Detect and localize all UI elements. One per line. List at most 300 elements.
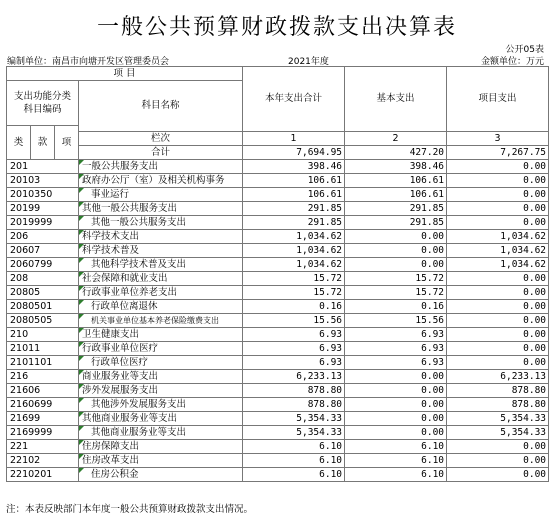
row-total-text: 1,034.62	[296, 244, 343, 256]
row-basic-text: 6.10	[421, 468, 445, 480]
row-project	[447, 398, 549, 412]
row-subject-name	[79, 202, 243, 216]
row-code	[7, 216, 79, 230]
row-code	[7, 342, 79, 356]
row-project	[447, 384, 549, 398]
row-project	[447, 230, 549, 244]
header-total: 本年支出合计	[243, 67, 345, 132]
row-basic-text: 6.93	[421, 356, 445, 368]
row-code-text: 2019999	[10, 216, 53, 228]
table-row	[7, 412, 549, 426]
row-code	[7, 370, 79, 384]
cell-marker-icon	[79, 426, 84, 431]
header-project: 项目支出	[447, 67, 549, 132]
table-row	[7, 398, 549, 412]
row-subject-name	[79, 230, 243, 244]
row-basic-text: 0.00	[421, 412, 445, 424]
row-total	[243, 454, 345, 468]
row-project-text: 0.00	[523, 300, 547, 312]
row-basic	[345, 188, 447, 202]
row-subject-name	[79, 300, 243, 314]
row-code-text: 2060799	[10, 258, 53, 270]
footnote: 注：本表反映部门本年度一般公共预算财政拨款支出情况。	[6, 504, 254, 515]
row-basic-text: 106.61	[409, 188, 445, 200]
row-project	[447, 174, 549, 188]
row-project-text: 5,354.33	[500, 426, 547, 438]
row-subject-name-text: 行政单位医疗	[91, 356, 149, 368]
row-subject-name-text: 行政事业单位养老支出	[82, 286, 178, 298]
total-basic: 427.20	[345, 146, 447, 160]
row-basic	[345, 174, 447, 188]
row-basic-text: 0.00	[421, 258, 445, 270]
cell-marker-icon	[79, 468, 84, 473]
header-col-no-3: 3	[447, 132, 549, 146]
row-code	[7, 230, 79, 244]
row-total	[243, 230, 345, 244]
row-total	[243, 384, 345, 398]
row-total	[243, 328, 345, 342]
row-total	[243, 398, 345, 412]
row-subject-name-text: 机关事业单位基本养老保险缴费支出	[91, 315, 219, 325]
row-total-text: 1,034.62	[296, 230, 343, 242]
row-basic-text: 398.46	[409, 160, 445, 172]
row-code	[7, 384, 79, 398]
cell-marker-icon	[79, 230, 84, 235]
row-code-text: 2101101	[10, 356, 53, 368]
row-code	[7, 426, 79, 440]
table-row	[7, 286, 549, 300]
row-total-text: 15.72	[313, 272, 343, 284]
row-subject-name	[79, 454, 243, 468]
table-row	[7, 160, 549, 174]
row-code-text: 20607	[10, 244, 41, 256]
row-total-text: 1,034.62	[296, 258, 343, 270]
row-subject-name	[79, 440, 243, 454]
row-basic-text: 0.00	[421, 230, 445, 242]
table-row	[7, 426, 549, 440]
cell-marker-icon	[79, 188, 84, 193]
row-total	[243, 426, 345, 440]
row-project-text: 1,034.62	[500, 244, 547, 256]
row-basic	[345, 440, 447, 454]
row-code-text: 22102	[10, 454, 41, 466]
row-basic-text: 0.00	[421, 384, 445, 396]
row-project-text: 878.80	[511, 398, 547, 410]
header-code-group: 支出功能分类科目编码	[7, 81, 79, 126]
cell-marker-icon	[79, 342, 84, 347]
row-total	[243, 314, 345, 328]
row-basic-text: 6.93	[421, 328, 445, 340]
money-unit: 金额单位：万元	[480, 57, 544, 67]
row-subject-name-text: 政府办公厅（室）及相关机构事务	[82, 174, 225, 186]
row-total	[243, 342, 345, 356]
row-subject-name	[79, 286, 243, 300]
row-basic	[345, 160, 447, 174]
row-total	[243, 300, 345, 314]
header-lanci: 栏次	[79, 132, 243, 146]
row-code-text: 216	[10, 370, 29, 382]
table-row	[7, 230, 549, 244]
row-project	[447, 300, 549, 314]
cell-marker-icon	[79, 314, 84, 319]
row-total	[243, 272, 345, 286]
row-code	[7, 188, 79, 202]
row-project-text: 0.00	[523, 342, 547, 354]
row-project	[447, 272, 549, 286]
row-subject-name-text: 其他一般公共服务支出	[91, 216, 187, 228]
row-code-text: 210	[10, 328, 29, 340]
row-code	[7, 356, 79, 370]
row-subject-name	[79, 272, 243, 286]
row-project	[447, 356, 549, 370]
row-total-text: 0.16	[319, 300, 343, 312]
row-basic	[345, 286, 447, 300]
row-basic-text: 6.10	[421, 440, 445, 452]
row-basic-text: 291.85	[409, 216, 445, 228]
row-basic	[345, 454, 447, 468]
compiling-unit: 编制单位：南昌市向塘开发区管理委员会	[7, 57, 170, 67]
row-code-text: 21606	[10, 384, 41, 396]
row-total	[243, 258, 345, 272]
row-project	[447, 426, 549, 440]
row-code-text: 2160699	[10, 398, 53, 410]
row-basic	[345, 216, 447, 230]
row-code-text: 2080505	[10, 314, 53, 326]
row-total-text: 6.10	[319, 468, 343, 480]
row-subject-name-text: 事业运行	[91, 188, 130, 200]
row-project	[447, 244, 549, 258]
table-row	[7, 216, 549, 230]
row-code-text: 20199	[10, 202, 41, 214]
table-row	[7, 258, 549, 272]
cell-marker-icon	[79, 328, 84, 333]
row-basic	[345, 426, 447, 440]
row-project	[447, 440, 549, 454]
row-basic-text: 0.00	[421, 244, 445, 256]
row-project-text: 0.00	[523, 272, 547, 284]
header-basic: 基本支出	[345, 67, 447, 132]
table-row	[7, 202, 549, 216]
cell-marker-icon	[79, 412, 84, 417]
row-code	[7, 244, 79, 258]
row-code-text: 2169999	[10, 426, 53, 438]
row-total-text: 398.46	[307, 160, 343, 172]
row-basic-text: 15.72	[415, 286, 445, 298]
row-subject-name-text: 住房改革支出	[82, 454, 140, 466]
cell-marker-icon	[79, 356, 84, 361]
row-project-text: 0.00	[523, 468, 547, 480]
total-label: 合计	[79, 146, 243, 160]
table-number: 公开05表	[505, 45, 544, 55]
row-project-text: 0.00	[523, 286, 547, 298]
row-project-text: 0.00	[523, 188, 547, 200]
row-subject-name-text: 卫生健康支出	[82, 328, 140, 340]
row-subject-name	[79, 244, 243, 258]
table-row	[7, 300, 549, 314]
row-total-text: 878.80	[307, 384, 343, 396]
table-row	[7, 370, 549, 384]
row-basic	[345, 384, 447, 398]
table-row	[7, 272, 549, 286]
row-code-text: 221	[10, 440, 29, 452]
row-basic-text: 0.16	[421, 300, 445, 312]
row-code	[7, 440, 79, 454]
table-row	[7, 244, 549, 258]
row-total-text: 878.80	[307, 398, 343, 410]
budget-table	[6, 66, 549, 482]
cell-marker-icon	[79, 216, 84, 221]
total-sum: 7,694.95	[243, 146, 345, 160]
row-project-text: 1,034.62	[500, 230, 547, 242]
table-row	[7, 188, 549, 202]
row-code	[7, 454, 79, 468]
row-subject-name-text: 其他一般公共服务支出	[82, 202, 178, 214]
row-subject-name	[79, 370, 243, 384]
row-project-text: 0.00	[523, 216, 547, 228]
row-basic-text: 291.85	[409, 202, 445, 214]
table-row	[7, 468, 549, 482]
cell-marker-icon	[79, 440, 84, 445]
row-code	[7, 314, 79, 328]
row-project-text: 878.80	[511, 384, 547, 396]
row-code-text: 21011	[10, 342, 41, 354]
header-lei: 类	[7, 126, 31, 160]
row-total-text: 106.61	[307, 174, 343, 186]
row-subject-name-text: 涉外发展服务支出	[82, 384, 159, 396]
row-subject-name-text: 其他科学技术普及支出	[91, 258, 187, 270]
row-basic	[345, 398, 447, 412]
row-basic-text: 0.00	[421, 426, 445, 438]
cell-marker-icon	[79, 202, 84, 207]
page-title: 一般公共预算财政拨款支出决算表	[96, 15, 457, 40]
row-project-text: 0.00	[523, 440, 547, 452]
row-code	[7, 328, 79, 342]
row-project	[447, 328, 549, 342]
header-col-no-1: 1	[243, 132, 345, 146]
row-project	[447, 454, 549, 468]
row-total	[243, 356, 345, 370]
cell-marker-icon	[79, 272, 84, 277]
row-total	[243, 160, 345, 174]
row-code-text: 21699	[10, 412, 41, 424]
row-basic-text: 15.56	[415, 314, 445, 326]
cell-marker-icon	[79, 286, 84, 291]
row-total-text: 291.85	[307, 216, 343, 228]
table-row	[7, 356, 549, 370]
row-total-text: 6.10	[319, 454, 343, 466]
row-project	[447, 412, 549, 426]
row-total-text: 15.56	[313, 314, 343, 326]
row-code-text: 20805	[10, 286, 41, 298]
row-project-text: 1,034.62	[500, 258, 547, 270]
row-subject-name-text: 一般公共服务支出	[82, 160, 159, 172]
row-project-text: 0.00	[523, 160, 547, 172]
row-project	[447, 342, 549, 356]
header-subject-name: 科目名称	[79, 81, 243, 132]
row-subject-name-text: 行政单位离退休	[91, 300, 158, 312]
row-project-text: 6,233.13	[500, 370, 547, 382]
row-total-text: 6.10	[319, 440, 343, 452]
cell-marker-icon	[79, 370, 84, 375]
row-project	[447, 370, 549, 384]
row-subject-name-text: 其他涉外发展服务支出	[91, 398, 187, 410]
table-row	[7, 328, 549, 342]
row-basic	[345, 468, 447, 482]
row-subject-name	[79, 384, 243, 398]
total-project: 7,267.75	[447, 146, 549, 160]
row-project-text: 0.00	[523, 202, 547, 214]
header-kuan: 款	[31, 126, 55, 160]
cell-marker-icon	[79, 244, 84, 249]
row-total-text: 6.93	[319, 342, 343, 354]
cell-marker-icon	[79, 398, 84, 403]
row-subject-name	[79, 412, 243, 426]
row-subject-name	[79, 468, 243, 482]
row-project	[447, 314, 549, 328]
row-subject-name	[79, 356, 243, 370]
row-total-text: 5,354.33	[296, 412, 343, 424]
row-basic	[345, 314, 447, 328]
row-code	[7, 160, 79, 174]
row-project	[447, 202, 549, 216]
row-subject-name-text: 行政事业单位医疗	[82, 342, 159, 354]
row-total	[243, 370, 345, 384]
row-total-text: 15.72	[313, 286, 343, 298]
row-basic	[345, 342, 447, 356]
row-code-text: 206	[10, 230, 29, 242]
row-project	[447, 216, 549, 230]
row-project	[447, 258, 549, 272]
row-subject-name	[79, 174, 243, 188]
row-subject-name-text: 住房公积金	[91, 468, 139, 480]
row-code	[7, 286, 79, 300]
row-project-text: 0.00	[523, 174, 547, 186]
row-subject-name-text: 社会保障和就业支出	[82, 272, 168, 284]
row-total	[243, 412, 345, 426]
row-subject-name	[79, 216, 243, 230]
row-total	[243, 468, 345, 482]
row-basic-text: 15.72	[415, 272, 445, 284]
row-basic	[345, 356, 447, 370]
row-code-text: 208	[10, 272, 29, 284]
row-total-text: 6.93	[319, 356, 343, 368]
row-basic-text: 6.10	[421, 454, 445, 466]
row-code-text: 2080501	[10, 300, 53, 312]
row-subject-name-text: 其他商业服务业等支出	[82, 412, 178, 424]
row-basic	[345, 412, 447, 426]
row-subject-name	[79, 160, 243, 174]
header-item: 项 目	[7, 67, 243, 81]
row-total	[243, 440, 345, 454]
row-project-text: 0.00	[523, 314, 547, 326]
row-total	[243, 286, 345, 300]
row-basic-text: 6.93	[421, 342, 445, 354]
cell-marker-icon	[79, 300, 84, 305]
cell-marker-icon	[79, 454, 84, 459]
row-project-text: 5,354.33	[500, 412, 547, 424]
row-code-text: 2210201	[10, 468, 53, 480]
row-basic-text: 106.61	[409, 174, 445, 186]
row-subject-name-text: 科学技术普及	[82, 244, 140, 256]
row-subject-name	[79, 314, 243, 328]
cell-marker-icon	[79, 384, 84, 389]
row-basic	[345, 370, 447, 384]
row-code	[7, 300, 79, 314]
row-subject-name-text: 商业服务业等支出	[82, 370, 159, 382]
row-code	[7, 468, 79, 482]
row-project-text: 0.00	[523, 356, 547, 368]
row-basic	[345, 328, 447, 342]
row-total-text: 6,233.13	[296, 370, 343, 382]
row-project	[447, 160, 549, 174]
row-project	[447, 286, 549, 300]
row-code-text: 20103	[10, 174, 41, 186]
row-basic	[345, 300, 447, 314]
table-row	[7, 314, 549, 328]
row-basic	[345, 202, 447, 216]
table-row	[7, 342, 549, 356]
row-basic	[345, 272, 447, 286]
row-basic	[345, 230, 447, 244]
cell-marker-icon	[79, 258, 84, 263]
row-subject-name	[79, 342, 243, 356]
header-xiang: 项	[55, 126, 79, 160]
row-project	[447, 468, 549, 482]
row-total	[243, 174, 345, 188]
row-total	[243, 202, 345, 216]
row-total	[243, 244, 345, 258]
row-basic-text: 0.00	[421, 398, 445, 410]
row-subject-name	[79, 426, 243, 440]
row-total-text: 106.61	[307, 188, 343, 200]
row-code	[7, 202, 79, 216]
row-code	[7, 174, 79, 188]
row-total-text: 291.85	[307, 202, 343, 214]
table-row	[7, 440, 549, 454]
row-total	[243, 188, 345, 202]
row-subject-name-text: 科学技术支出	[82, 230, 140, 242]
header-col-no-2: 2	[345, 132, 447, 146]
row-basic	[345, 258, 447, 272]
row-subject-name	[79, 398, 243, 412]
table-row	[7, 384, 549, 398]
row-subject-name-text: 住房保障支出	[82, 440, 140, 452]
row-subject-name-text: 其他商业服务业等支出	[91, 426, 187, 438]
row-code-text: 2010350	[10, 188, 53, 200]
row-code	[7, 272, 79, 286]
row-basic	[345, 244, 447, 258]
row-project	[447, 188, 549, 202]
row-code	[7, 412, 79, 426]
row-total-text: 5,354.33	[296, 426, 343, 438]
fiscal-year: 2021年度	[288, 57, 329, 67]
row-subject-name	[79, 188, 243, 202]
row-subject-name	[79, 258, 243, 272]
cell-marker-icon	[79, 174, 84, 179]
row-subject-name	[79, 328, 243, 342]
row-code-text: 201	[10, 160, 29, 172]
table-row	[7, 454, 549, 468]
cell-marker-icon	[79, 160, 84, 165]
row-code	[7, 258, 79, 272]
row-basic-text: 0.00	[421, 370, 445, 382]
row-total-text: 6.93	[319, 328, 343, 340]
row-code	[7, 398, 79, 412]
row-project-text: 0.00	[523, 454, 547, 466]
row-project-text: 0.00	[523, 328, 547, 340]
table-row	[7, 174, 549, 188]
row-total	[243, 216, 345, 230]
